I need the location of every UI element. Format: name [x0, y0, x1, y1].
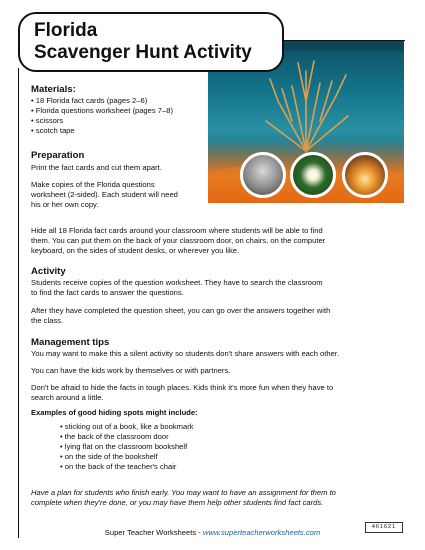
title-line-1: Florida — [34, 20, 98, 41]
footer-prefix: Super Teacher Worksheets - — [104, 528, 203, 537]
title-box — [18, 12, 284, 72]
management-text: Don't be afraid to hide the facts in tough places. Kids think it's more fun when they have to — [31, 383, 334, 392]
rocket-launch-photo-icon — [342, 152, 388, 198]
activity-heading: Activity — [31, 266, 66, 277]
materials-item: • Florida questions worksheet (pages 7–8) — [31, 106, 173, 115]
activity-text: After they have completed the question sheet, you can go over the answers together with — [31, 306, 331, 315]
frame-left-line — [18, 68, 19, 538]
footer-url-link[interactable]: www.superteacherworksheets.com — [202, 528, 321, 537]
preparation-text: worksheet (2-sided). Each student will need — [31, 190, 178, 199]
materials-heading: Materials: — [31, 84, 76, 95]
example-item: • sticking out of a book, like a bookmark — [60, 422, 194, 431]
management-text: search around a little. — [31, 393, 104, 402]
management-heading: Management tips — [31, 337, 110, 348]
materials-item: • 18 Florida fact cards (pages 2–6) — [31, 96, 148, 105]
preparation-text: Print the fact cards and cut them apart. — [31, 163, 162, 172]
example-item: • the back of the classroom door — [60, 432, 169, 441]
preparation-text: them. You can put them on the back of your classroom door, on chairs, on the computer — [31, 236, 326, 245]
closing-note: complete when they're done, or you may have them help other students find fact cards. — [31, 498, 324, 507]
materials-item: • scissors — [31, 116, 64, 125]
examples-heading: Examples of good hiding spots might include: — [31, 408, 198, 417]
activity-text: the class. — [31, 316, 64, 325]
closing-note: Have a plan for students who finish early. You may want to have an assignment for them to — [31, 488, 336, 497]
preparation-heading: Preparation — [31, 150, 85, 161]
preparation-text: his or her own copy. — [31, 200, 99, 209]
activity-text: Students receive copies of the question worksheet. They have to search the classroom — [31, 278, 323, 287]
example-item: • lying flat on the classroom bookshelf — [60, 442, 188, 451]
orange-blossom-photo-icon — [290, 152, 336, 198]
astronaut-photo-icon — [240, 152, 286, 198]
footer — [0, 528, 425, 538]
management-text: You can have the kids work by themselves or with partners. — [31, 366, 231, 375]
management-text: You may want to make this a silent activity so students don't share answers with each other. — [31, 349, 340, 358]
example-item: • on the side of the bookshelf — [60, 452, 158, 461]
worksheet-code: 461621 — [365, 522, 403, 533]
title-line-2: Scavenger Hunt Activity — [34, 42, 252, 63]
activity-text: to find the fact cards to answer the questions. — [31, 288, 184, 297]
materials-item: • scotch tape — [31, 126, 75, 135]
example-item: • on the back of the teacher's chair — [60, 462, 177, 471]
preparation-text: keyboard, on the sides of student desks, or wherever you like. — [31, 246, 240, 255]
preparation-text: Make copies of the Florida questions — [31, 180, 155, 189]
preparation-text: Hide all 18 Florida fact cards around your classroom where students will be able to find — [31, 226, 323, 235]
